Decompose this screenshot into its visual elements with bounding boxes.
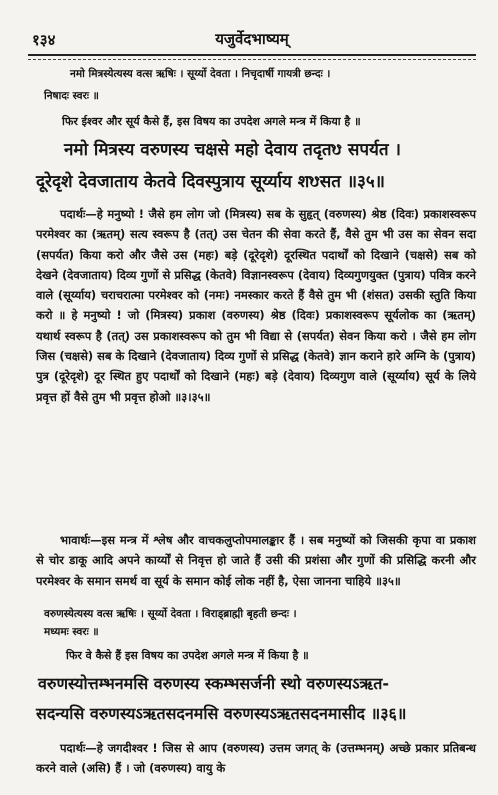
mantra-35-line-1: नमो मित्रस्य वरुणस्य चक्षसे महो देवाय तदृतᳪ सपर्यत । [64,140,401,160]
page-number: १३४ [32,31,56,49]
mantra-35-line-2: दूरेदृशे देवजाताय केतवे दिवस्पुत्राय सूर्य्याय शᳪसत ॥३५॥ [36,172,385,192]
mantra-36-svara: मध्यमः स्वरः ॥ [44,626,99,638]
mantra-36-line-1: वरुणस्योत्तम्भनमसि वरुणस्य स्कम्भसर्जनी स्थो वरुणस्यऽऋत- [38,674,389,693]
mantra-36-meta: वरुणस्येत्यस्य वत्स ऋषिः । सूर्य्यो देवता । विराड्ब्राह्मी बृहती छन्दः । [44,608,297,620]
padartha-text-2: —हे जगदीश्वर ! जिस से आप (वरुणस्य) उत्तम जगत् के (उत्तम्भनम्) अच्छे प्रकार प्रतिबन्ध करने वाले (असि) हैं । जो (वरुणस्य) वायु के [36,741,476,776]
page-header [28,28,476,52]
mantra-36-intro: फिर वे कैसे हैं इस विषय का उपदेश अगले मन्त्र में किया है ॥ [66,649,309,662]
mantra-35-meta: नमो मित्रस्येत्यस्य वत्स ऋषिः । सूर्य्यो देवता । निचृदार्षी गायत्री छन्दः । [70,68,331,80]
running-title: यजुर्वेदभाष्यम् [215,30,289,48]
padartha-label-2: पदार्थः [60,741,86,755]
padartha-label: पदार्थः [60,207,86,221]
mantra-36-padartha [36,738,476,779]
bhavartha-text: —इस मन्त्र में श्लेष और वाचकलुप्तोपमालङ्कार हैं । सब मनुष्यों को जिसकी कृपा वा प्रकाश से चोर डाकू आदि अपने कार्य्यों से निवृत्त हो जाते हैं उसी की प्रशंसा और गुणों की प्रसिद्धि करनी और परमेश्वर के समान समर्थ वा सूर्य के समान कोई लोक नहीं है, ऐसा जानना चाहिये ॥३५॥ [36,533,476,588]
mantra-35-svara: निषादः स्वरः ॥ [44,90,99,102]
mantra-36-line-2: सदन्यसि वरुणस्यऽऋतसदनमसि वरुणस्यऽऋतसदनमासीद ॥३६॥ [36,704,407,723]
header-rule-dashed [28,59,476,60]
padartha-text: —हे मनुष्यो ! जैसे हम लोग जो (मित्रस्य) सब के सुहृत् (वरुणस्य) श्रेष्ठ (दिवः) प्रकाशस्वरूप परमेश्वर का (ऋतम्) सत्य स्वरूप है (तत्) उस चेतन की सेवा करते हैं, वैसे तुम भी उस का सेवन सदा (सपर्यत) किया करो और जैसे उस (महः) बड़े (दूरेदृशे) दूरस्थित पदार्थों को दिखाने (चक्षसे) सब को देखने (देवजाताय) दिव्य गुणों से प्रसिद्ध (केतवे) विज्ञानस्वरूप (देवाय) दिव्यगुणयुक्त (पुत्राय) पवित्र करने वाले (सूर्य्याय) चराचरात्मा परमेश्वर को (नमः) नमस्कार करते हैं वैसे तुम भी (शंसत) उसकी स्तुति किया करो ॥ हे मनुष्यो ! जो (मित्रस्य) प्रकाश (वरुणस्य) श्रेष्ठ (दिवः) प्रकाशस्वरूप सूर्यलोक का (ऋतम्) यथार्थ स्वरूप है (तत्) उस प्रकाशस्वरूप को तुम भी विद्या से (सपर्यत) सेवन किया करो । जैसे हम लोग जिस (चक्षसे) सब के दिखाने (देवजाताय) दिव्य गुणों से प्रसिद्ध (केतवे) ज्ञान कराने हारे अग्नि के (पुत्राय) पुत्र (दूरेदृशे) दूर स्थित हुए पदार्थों को दिखाने (महः) बड़े (देवाय) दिव्यगुण वाले (सूर्य्याय) सूर्य के लिये प्रवृत्त हों वैसे तुम भी प्रवृत्त होओ ॥३।३५॥ [36,207,476,404]
header-rule [28,54,476,56]
mantra-35-padartha [36,204,476,407]
mantra-35-bhavartha [36,530,476,591]
mantra-35-intro: फिर ईश्वर और सूर्य कैसे हैं, इस विषय का उपदेश अगले मन्त्र में किया है ॥ [62,115,361,128]
bhavartha-label: भावार्थः [60,533,91,547]
